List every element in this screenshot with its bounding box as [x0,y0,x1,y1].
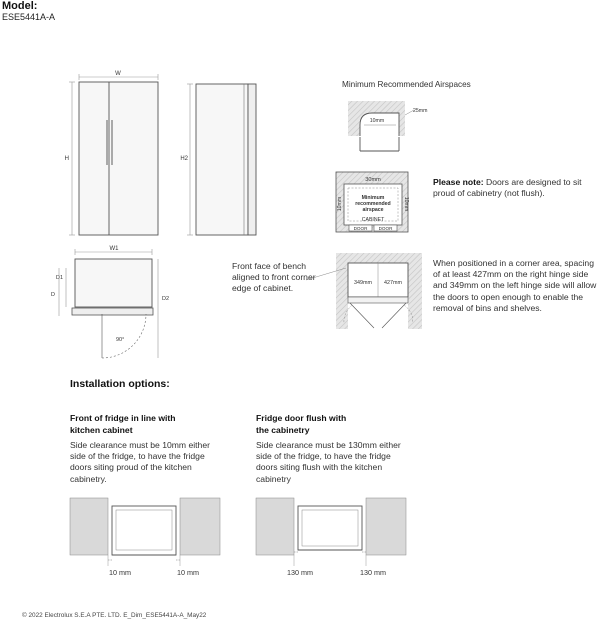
option-1-right-clearance: 10 mm [177,568,199,577]
option-1-text: Side clearance must be 10mm either side of the fridge, to have the fridge doors siting proud of the kitchen cabinetry. [70,440,210,484]
install-option-2-diagram [256,498,406,566]
width-label-w1: W1 [109,246,119,252]
airspace-left-10mm: 10mm [337,196,343,212]
door-left-label: DOOR [353,226,368,231]
please-note-block [433,177,598,199]
depth-label-d: D [51,292,55,298]
airspace-center-line2: recommended [355,201,391,207]
top-view-fridge [51,246,169,358]
side-view-fridge [180,84,256,235]
depth-label-d2: D2 [162,296,170,302]
airspace-rear-gap: 25mm [413,108,428,114]
front-view-fridge [65,71,158,235]
option-2-title-line1: Fridge door flush with [256,413,347,423]
option-2-right-clearance: 130 mm [360,568,386,577]
airspace-top-gap: 10mm [369,118,385,124]
option-2-text: Side clearance must be 130mm either side of the fridge, to have the fridge doors siting flush with the kitchen cabinetry [256,440,401,484]
height-label-h2: H2 [180,156,188,162]
option-1-title-line2: kitchen cabinet [70,424,133,435]
installation-heading: Installation options: [70,378,170,390]
install-option-1 [70,413,230,485]
please-note-label: Please note: [433,177,484,187]
option-1-left-clearance: 10 mm [109,568,131,577]
footer-copyright: © 2022 Electrolux S.E.A PTE. LTD. E_Dim_ESE5441A-A_May22 [22,612,207,619]
option-2-title-line2: the cabinetry [256,424,310,435]
airspace-title: Minimum Recommended Airspaces [342,80,471,89]
corner-right-spacing: 427mm [384,280,402,286]
airspace-cabinet-diagram [336,172,409,232]
corner-left-spacing: 349mm [354,280,372,286]
please-note-text: Doors are designed to sit proud of cabinetry (not flush). [433,177,582,199]
bench-note: Front face of bench aligned to front corner edge of cabinet. [232,261,316,294]
width-label-w: W [115,71,121,77]
install-option-1-diagram [70,498,220,566]
airspace-top-30mm: 30mm [365,177,381,183]
depth-label-d1: D1 [55,275,63,281]
airspace-center-line3: airspace [362,207,384,213]
airspace-right-10mm: 10mm [403,196,409,212]
door-right-label: DOOR [378,226,393,231]
airspace-center-line1: Minimum [361,195,385,201]
model-code: ESE5441A-A [2,12,56,22]
airspace-top-detail [348,101,427,151]
door-angle-label: 90° [116,337,125,343]
option-2-left-clearance: 130 mm [287,568,313,577]
install-option-2 [256,413,416,485]
height-label-h: H [64,156,69,162]
option-1-title-line1: Front of fridge in line with [70,413,176,423]
model-label: Model: [2,0,38,12]
airspace-cabinet-label: CABINET [361,217,385,223]
corner-note: When positioned in a corner area, spacing of at least 427mm on the right hinge side and 349mm on the left hinge side will allow the doors to open enough to enable the removal of bins and shelves. [433,258,597,313]
